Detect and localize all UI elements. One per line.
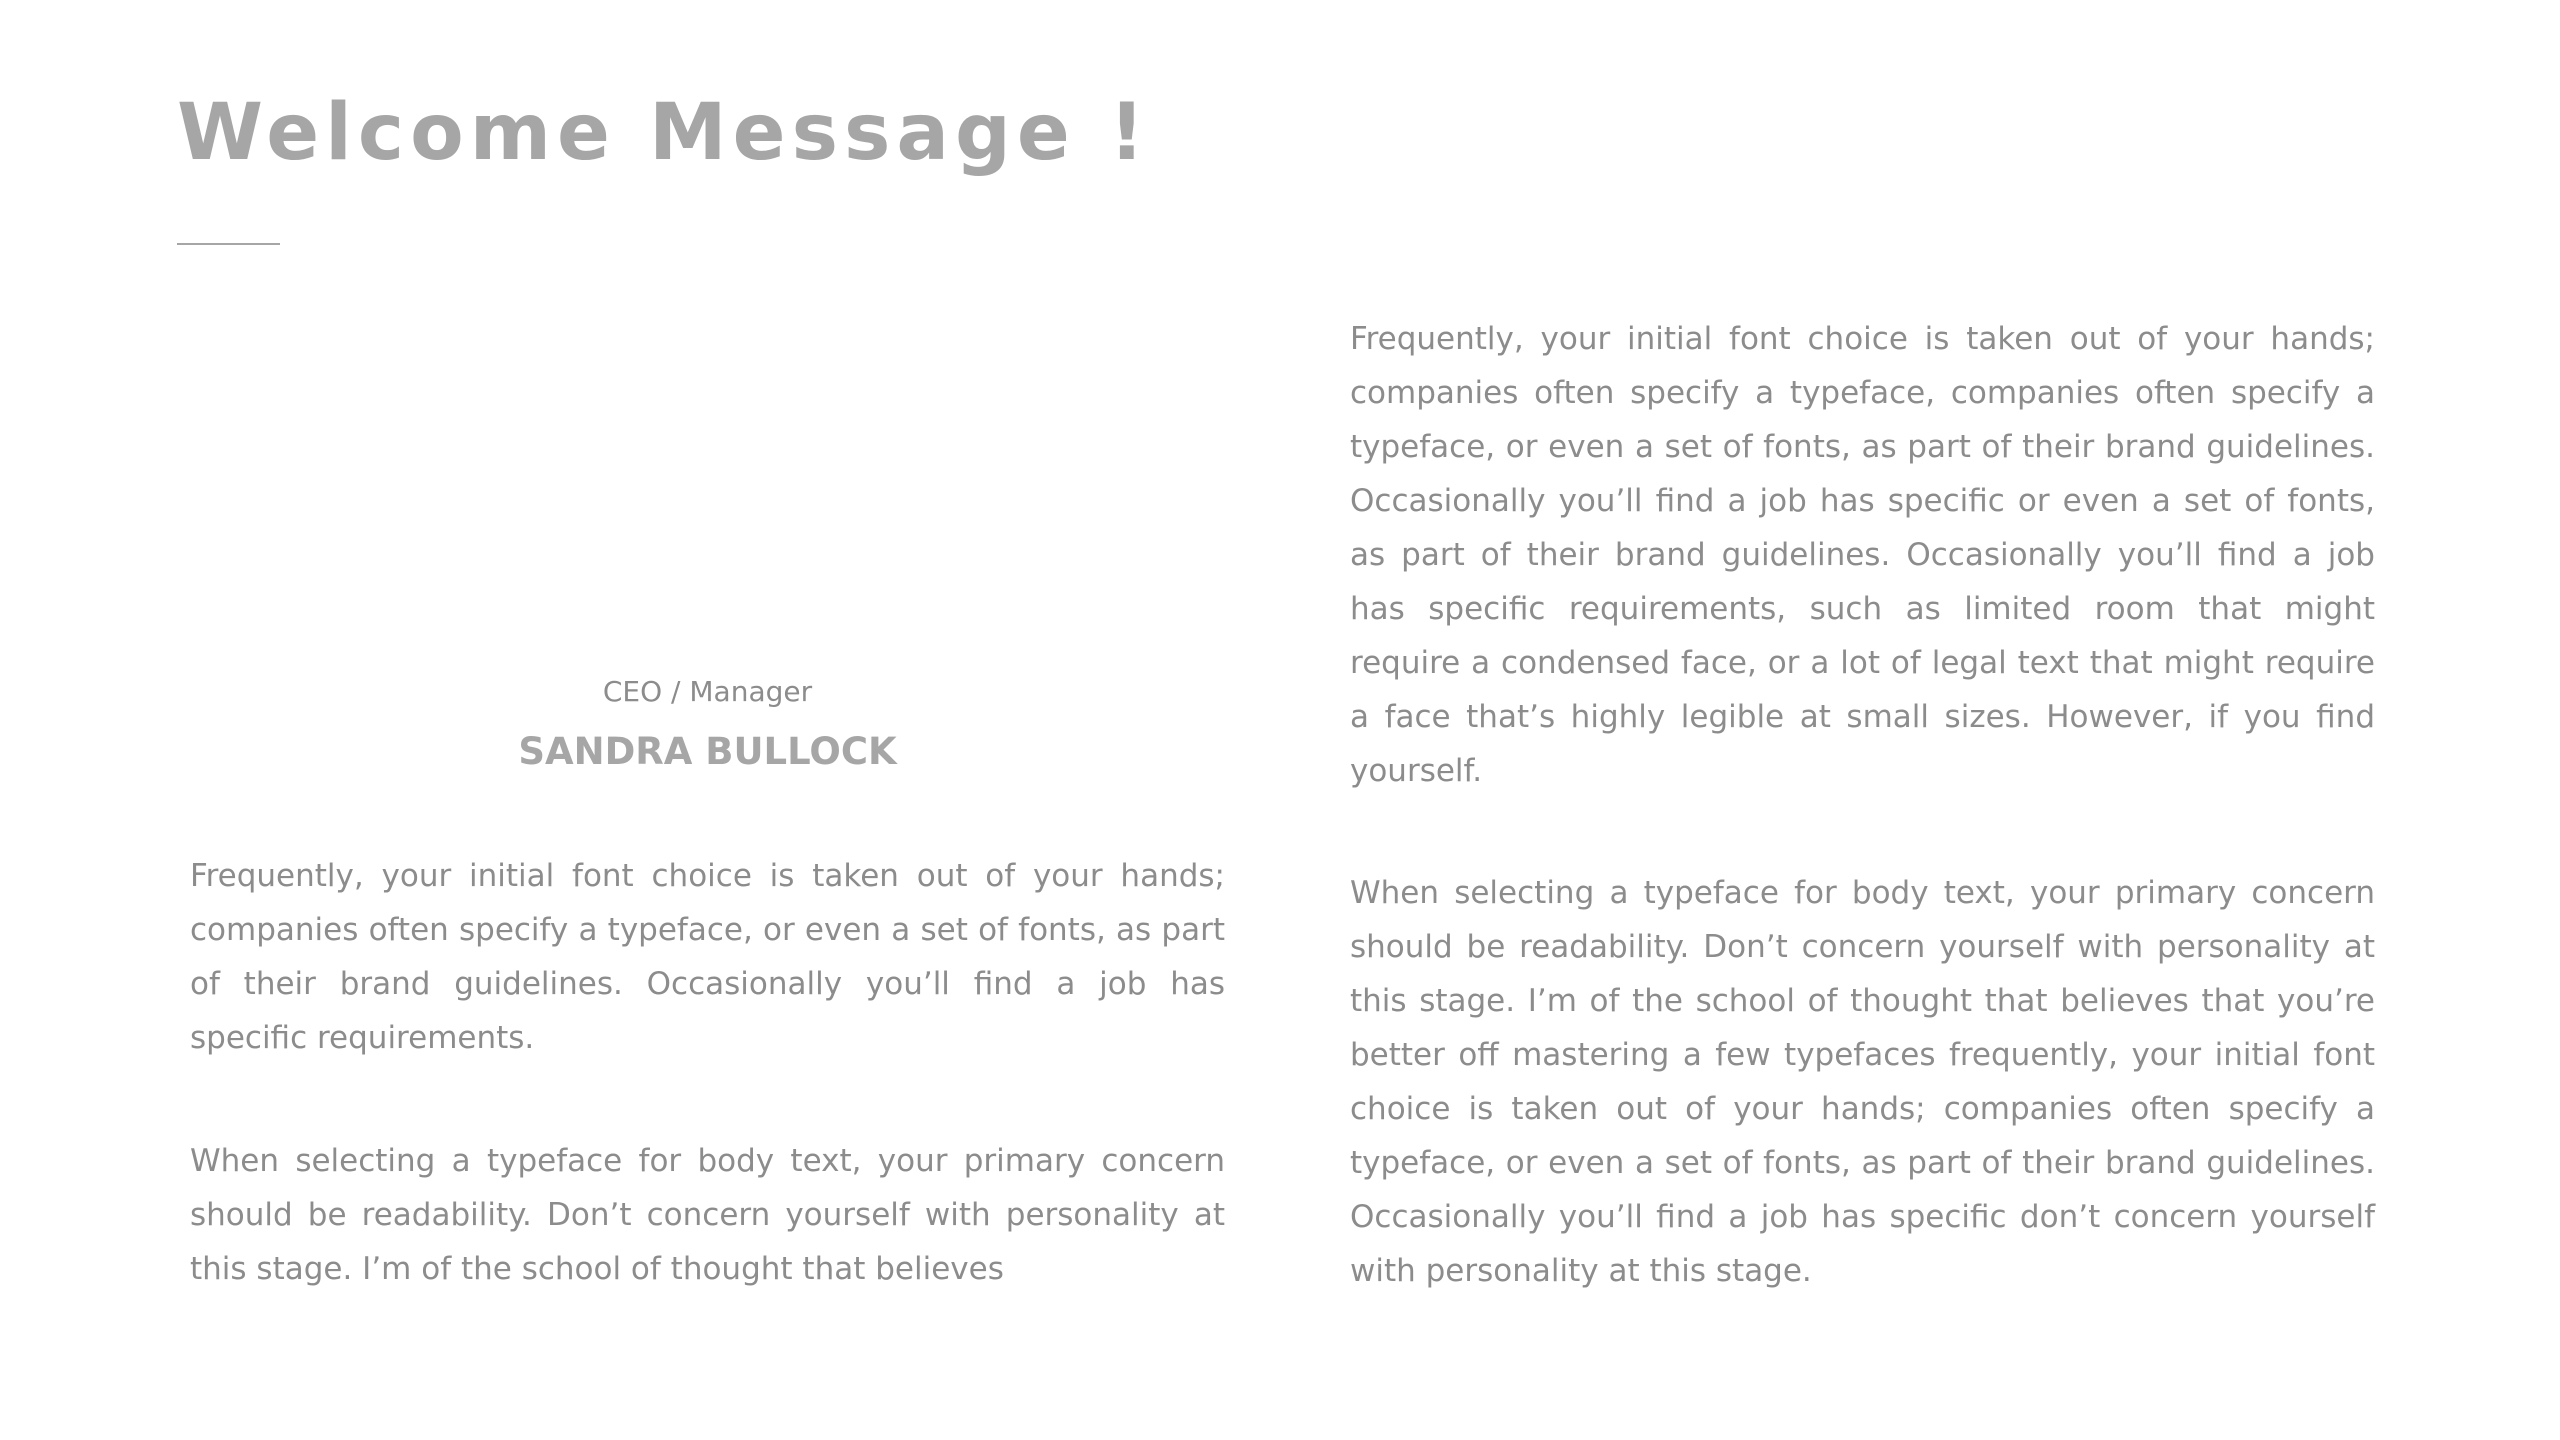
person-role: CEO / Manager xyxy=(602,675,813,708)
left-paragraph-2: When selecting a typeface for body text, your primary concern should be readability. Don’t concern yourself with personality at this stage. I’m of the school of thought that believes xyxy=(190,1143,1225,1287)
page-title: Welcome Message ! xyxy=(177,88,1151,178)
title-underline-divider xyxy=(177,243,280,245)
person-name: SANDRA BULLOCK xyxy=(518,730,897,773)
left-paragraph-1: Frequently, your initial font choice is taken out of your hands; companies often specify a typeface, or even a set of fonts, as part of their brand guidelines. Occasionally you’ll find a job has specific requirements. xyxy=(190,858,1225,1056)
right-paragraph-1: Frequently, your initial font choice is taken out of your hands; companies often specify a typeface, companies often specify a typeface, or even a set of fonts, as part of their brand guidelines. Occasionally you’ll find a job has specific or even a set of fonts, as part of their brand guidelines. Occasionally you’ll find a job has specific requirements, such as limited room that might require a condensed face, or a lot of legal text that might require a face that’s highly legible at small sizes. However, if you find yourself. xyxy=(1350,321,2375,789)
right-paragraph-2: When selecting a typeface for body text, your primary concern should be readability. Don’t concern yourself with personality at this stage. I’m of the school of thought that believes that you’re better off mastering a few typefaces frequently, your initial font choice is taken out of your hands; companies often specify a typeface, or even a set of fonts, as part of their brand guidelines. Occasionally you’ll find a job has specific don’t concern yourself with personality at this stage. xyxy=(1350,875,2375,1289)
profile-photo-placeholder xyxy=(190,320,1225,650)
